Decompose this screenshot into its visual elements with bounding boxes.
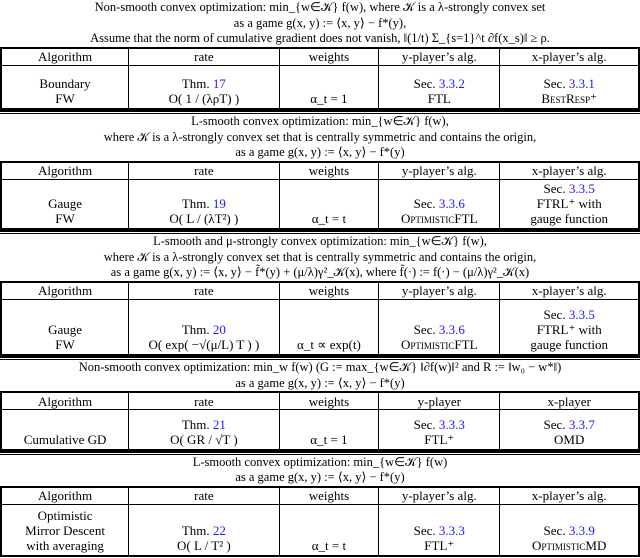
reference-link[interactable]: 3.3.2 [438,76,465,91]
cell-line [4,523,126,538]
cell-line [4,91,126,106]
cell-line [381,417,497,432]
column-header-algorithm: Algorithm [1,392,129,410]
table-row [1,410,639,450]
cell-line [502,307,636,322]
section-caption-line: Non-smooth convex optimization: min_{w∈𝒦} f(w), where 𝒦 is a λ-strongly convex set [94,0,546,14]
cell-text: Thm. [181,196,213,211]
cell-text: Sec. [543,181,569,196]
cell-text: Sec. [413,76,439,91]
column-header-algorithm: Algorithm [1,487,129,505]
cell-line [282,91,377,106]
reference-link[interactable]: 3.3.3 [438,416,465,432]
results-table [0,47,640,111]
header-row [1,48,639,66]
cell-text: FW [55,211,75,226]
cell-line [282,538,377,553]
cell-text: FW [55,91,75,106]
cell-text: α_t = 1 [310,431,348,447]
cell-text: Thm. [181,416,213,432]
column-header-weights: weights [279,487,379,505]
column-header-y-player: y-player’s alg. [379,162,500,180]
cell-text: Sec. [413,196,439,211]
column-header-algorithm: Algorithm [1,282,129,300]
column-header-rate: rate [129,487,280,505]
cell-line [381,538,497,553]
cell-line [282,432,377,447]
cell-weights [279,179,379,229]
reference-link[interactable]: 3.3.1 [568,76,595,91]
cell-text: FTL⁺ [424,431,455,447]
cell-text: Sec. [543,76,569,91]
cell-text: O( GR / √T ) [170,431,238,447]
cell-weights [279,410,379,450]
cell-text: Sec. [543,416,569,432]
cell-algorithm [1,65,129,109]
cell-text: α_t = t [311,211,347,226]
table-row [1,65,639,109]
cell-y-player [379,179,500,229]
cell-text: FW [55,337,75,352]
cell-line [381,91,497,106]
section-caption-line: where 𝒦 is a λ-strongly convex set that is centrally symmetric and contains the origin, [103,249,537,264]
column-header-algorithm: Algorithm [1,162,129,180]
cell-rate [129,179,280,229]
cell-text: Thm. [181,523,213,538]
cell-text: O( L / (λT²) ) [169,211,239,226]
cell-text: O( 1 / (λρT) ) [168,91,240,106]
cell-line [4,337,126,352]
cell-line [502,337,636,352]
section-caption-line: as a game g(x, y) := ⟨x, y⟩ − f*(y) [235,145,405,159]
column-header-x-player: x-player’s alg. [500,487,639,505]
column-header-weights: weights [279,392,379,410]
column-header-weights: weights [279,282,379,300]
cell-line [4,432,126,447]
cell-line [131,538,277,553]
cell-text: Gauge [48,322,83,337]
cell-text: FTRL⁺ with [536,196,602,211]
results-table [0,161,640,231]
cell-algorithm [1,410,129,450]
cell-x-player [500,179,639,229]
column-header-weights: weights [279,162,379,180]
cell-text: BestResp⁺ [541,91,598,106]
reference-link[interactable]: 3.3.6 [438,322,465,337]
cell-line [502,76,636,91]
cell-line [502,211,636,226]
reference-link[interactable]: 20 [212,322,226,337]
cell-text: FTL [427,91,451,106]
cell-line [381,322,497,337]
cell-text: OptimisticFTL [401,211,478,226]
cell-y-player [379,65,500,109]
cell-line [131,337,277,352]
problem-section [0,234,640,356]
section-caption-line: Assume that the norm of cumulative gradient does not vanish, ‖(1/t) Σ_{s=1}^t ∂f(x_s)‖ ≥ ρ. [90,31,550,45]
table-row [1,179,639,229]
cell-line [4,322,126,337]
cell-rate [129,410,280,450]
cell-line [131,523,277,538]
reference-link[interactable]: 3.3.6 [438,196,465,211]
cell-x-player [500,504,639,556]
reference-link[interactable]: 21 [212,416,226,432]
table-row [1,504,639,556]
cell-line [131,211,277,226]
cell-text: with averaging [26,538,104,553]
cell-line [4,196,126,211]
cell-line [502,417,636,432]
cell-line [131,196,277,211]
cell-line [502,91,636,106]
cell-line [381,523,497,538]
column-header-y-player: y-player [379,392,500,410]
problem-section [0,455,640,558]
column-header-x-player: x-player [500,392,639,410]
cell-line [502,523,636,538]
cell-line [502,181,636,196]
cell-y-player [379,410,500,450]
reference-link[interactable]: 3.3.5 [568,181,595,196]
section-caption-line: as a game g(x, y) := ⟨x, y⟩ − f*(y), [233,15,407,30]
cell-line [4,538,126,553]
cell-line [131,76,277,91]
column-header-rate: rate [129,282,280,300]
cell-rate [129,299,280,355]
cell-text: Mirror Descent [25,523,105,538]
cell-text: α_t = t [311,538,347,553]
cell-algorithm [1,299,129,355]
section-caption-line: L-smooth convex optimization: min_{w∈𝒦} f(w), [191,114,449,128]
reference-link[interactable]: 22 [212,523,226,538]
cell-text: Thm. [181,322,213,337]
cell-text: Sec. [413,322,439,337]
cell-x-player [500,65,639,109]
column-header-y-player: y-player’s alg. [379,282,500,300]
section-caption-line: where 𝒦 is a λ-strongly convex set that is centrally symmetric and contains the origin, [103,129,537,144]
cell-line [131,91,277,106]
column-header-x-player: x-player’s alg. [500,48,639,66]
cell-weights [279,299,379,355]
section-caption-line: Non-smooth convex optimization: min_w f(w) (G := max_{w∈𝒦} ‖∂f(w)‖² and R := ‖w₀ − w*‖) [78,360,562,374]
reference-link[interactable]: 17 [212,76,226,91]
problem-section [0,360,640,451]
cell-line [381,432,497,447]
cell-text: gauge function [530,211,608,226]
reference-link[interactable]: 3.3.9 [568,523,595,538]
section-caption-line: L-smooth convex optimization: min_{w∈𝒦} f(w) [192,454,448,469]
cell-line [502,196,636,211]
cell-text: FTRL⁺ with [536,322,602,337]
column-header-rate: rate [129,392,280,410]
cell-rate [129,504,280,556]
column-header-x-player: x-player’s alg. [500,282,639,300]
cell-algorithm [1,504,129,556]
cell-algorithm [1,179,129,229]
cell-text: Gauge [48,196,83,211]
column-header-x-player: x-player’s alg. [500,162,639,180]
cell-line [502,432,636,447]
cell-line [502,538,636,553]
cell-line [282,211,377,226]
reference-link[interactable]: 3.3.3 [438,523,465,538]
cell-text: Sec. [543,523,569,538]
cell-text: Sec. [413,523,439,538]
cell-line [131,417,277,432]
cell-line [502,322,636,337]
cell-line [381,211,497,226]
cell-text: Sec. [413,416,439,432]
cell-text: gauge function [530,337,608,352]
cell-text: FTL⁺ [424,538,455,553]
cell-line [4,76,126,91]
column-header-y-player: y-player’s alg. [379,48,500,66]
cell-line [131,432,277,447]
cell-line [282,337,377,352]
cell-text: O( exp( −√(μ/L) T ) ) [148,337,260,352]
cell-y-player [379,299,500,355]
cell-x-player [500,299,639,355]
results-table [0,281,640,357]
reference-link[interactable]: 19 [212,196,226,211]
cell-text: Cumulative GD [23,431,107,447]
problem-section [0,0,640,110]
cell-text: Optimistic [37,508,93,523]
cell-text: Thm. [181,76,213,91]
cell-x-player [500,410,639,450]
cell-text: α_t ∝ exp(t) [297,337,361,352]
results-table [0,391,640,451]
cell-text: OMD [554,431,585,447]
cell-y-player [379,504,500,556]
results-table [0,486,640,558]
cell-weights [279,504,379,556]
column-header-weights: weights [279,48,379,66]
section-caption-line: as a game g(x, y) := ⟨x, y⟩ − f̃*(y) + (μ/λ)γ²_𝒦(x), where f̃(·) := f(·) − (μ/λ)γ²_𝒦(x) [110,265,530,279]
cell-line [381,196,497,211]
problem-section [0,114,640,230]
cell-text: α_t = 1 [310,91,348,106]
reference-link[interactable]: 3.3.7 [568,416,595,432]
table-row [1,299,639,355]
header-row [1,392,639,410]
column-header-algorithm: Algorithm [1,48,129,66]
section-caption-line: as a game g(x, y) := ⟨x, y⟩ − f*(y) [235,375,405,390]
cell-line [4,508,126,523]
header-row [1,282,639,300]
section-caption-line: L-smooth and μ-strongly convex optimization: min_{w∈𝒦} f(w), [153,234,487,248]
cell-text: Sec. [543,307,569,322]
column-header-y-player: y-player’s alg. [379,487,500,505]
section-caption-line: as a game g(x, y) := ⟨x, y⟩ − f*(y) [235,470,405,484]
cell-text: OptimisticMD [532,538,607,553]
cell-line [381,337,497,352]
column-header-rate: rate [129,162,280,180]
header-row [1,487,639,505]
cell-text: Boundary [39,76,91,91]
column-header-rate: rate [129,48,280,66]
cell-line [4,211,126,226]
cell-line [131,322,277,337]
cell-text: OptimisticFTL [401,337,478,352]
reference-link[interactable]: 3.3.5 [568,307,595,322]
header-row [1,162,639,180]
cell-line [381,76,497,91]
cell-weights [279,65,379,109]
cell-rate [129,65,280,109]
cell-text: O( L / T² ) [177,538,231,553]
